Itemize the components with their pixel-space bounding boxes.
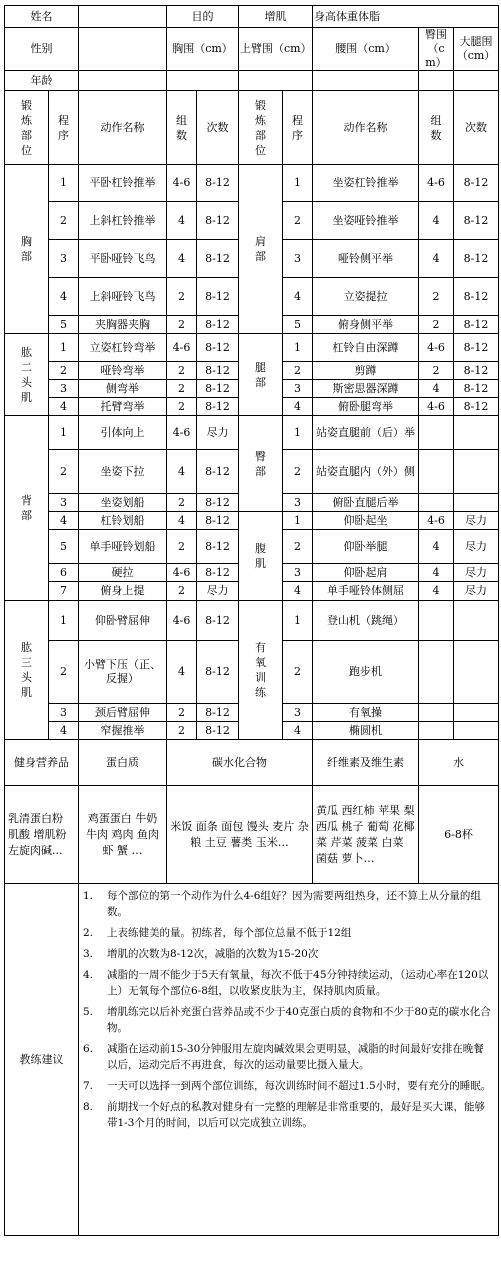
fiber-label: 纤维素及维生素 [313, 740, 419, 786]
left-action-name: 托臂弯举 [79, 398, 167, 416]
advice-item [83, 1041, 494, 1073]
right-action-name: 斯密思器深蹲 [313, 380, 419, 398]
height-weight-label: 身高体重体脂 [313, 6, 499, 28]
advice-item [83, 967, 494, 999]
right-reps: 8-12 [454, 165, 499, 202]
right-sets [419, 722, 454, 740]
right-body-part: 腿 部 [239, 334, 283, 416]
left-sets-header: 组 数 [167, 91, 197, 165]
left-action-name: 夹胸器夹胸 [79, 316, 167, 334]
right-body-part: 臀 部 [239, 416, 283, 512]
left-reps: 8-12 [197, 641, 239, 704]
left-reps: 8-12 [197, 165, 239, 202]
advice-label: 教练建议 [5, 884, 79, 1236]
right-sets: 4 [419, 202, 454, 240]
right-reps: 8-12 [454, 240, 499, 278]
left-sets: 4 [167, 512, 197, 530]
left-sets: 4-6 [167, 601, 197, 641]
chest-label: 胸围（cm） [167, 28, 239, 71]
right-sets: 4 [419, 240, 454, 278]
right-sets: 4-6 [419, 512, 454, 530]
advice-item-text: 增肌练完以后补充蛋白营养品或不少于40克蛋白质的食物和不少于80克的碳水化合物。 [107, 1006, 491, 1034]
right-action-name: 哑铃侧平举 [313, 240, 419, 278]
right-action-name: 俯卧直腿后举 [313, 494, 419, 512]
left-order: 1 [49, 165, 79, 202]
right-body-part: 有 氧 训 练 [239, 601, 283, 740]
left-order: 4 [49, 278, 79, 316]
right-order: 4 [283, 582, 313, 601]
right-reps: 8-12 [454, 398, 499, 416]
left-action-name: 平卧杠铃推举 [79, 165, 167, 202]
right-order: 4 [283, 722, 313, 740]
right-action-name: 剪蹲 [313, 362, 419, 380]
thigh-label: 大腿围（cm） [454, 28, 499, 71]
right-sets: 4 [419, 564, 454, 582]
left-order: 2 [49, 202, 79, 240]
left-sets: 4-6 [167, 564, 197, 582]
left-order: 5 [49, 530, 79, 564]
left-order: 1 [49, 416, 79, 450]
right-sets: 4 [419, 530, 454, 564]
left-action-name: 哑铃弯举 [79, 362, 167, 380]
right-order: 2 [283, 202, 313, 240]
right-reps: 8-12 [454, 278, 499, 316]
right-order: 2 [283, 641, 313, 704]
right-reps [454, 641, 499, 704]
right-action-name: 有氧操 [313, 704, 419, 722]
right-sets [419, 601, 454, 641]
right-order: 1 [283, 334, 313, 362]
left-action-name: 上斜杠铃推举 [79, 202, 167, 240]
advice-item-text: 每个部位的第一个动作为什么4-6组好？因为需要两组热身，还不算上从分量的组数。 [107, 890, 481, 918]
right-reps: 尽力 [454, 564, 499, 582]
left-reps: 尽力 [197, 416, 239, 450]
left-order: 4 [49, 512, 79, 530]
water-label: 水 [419, 740, 499, 786]
right-sets: 4-6 [419, 398, 454, 416]
right-action-name: 跑步机 [313, 641, 419, 704]
right-order: 1 [283, 165, 313, 202]
age-label: 年龄 [5, 71, 79, 91]
left-order: 3 [49, 704, 79, 722]
right-action-name: 立姿提拉 [313, 278, 419, 316]
right-action-name: 坐姿哑铃推举 [313, 202, 419, 240]
advice-item-number: 1. [83, 890, 94, 902]
right-reps [454, 704, 499, 722]
supplements-text: 乳清蛋白粉 肌酸 增肌粉 左旋肉碱... [5, 786, 79, 884]
right-sets [419, 704, 454, 722]
left-reps: 8-12 [197, 494, 239, 512]
right-order: 3 [283, 564, 313, 582]
left-action-name: 杠铃划船 [79, 512, 167, 530]
left-order: 2 [49, 450, 79, 494]
right-body-part: 腹 肌 [239, 512, 283, 601]
right-sets: 2 [419, 316, 454, 334]
right-body-part: 肩 部 [239, 165, 283, 334]
left-sets: 2 [167, 278, 197, 316]
water-amount: 6-8杯 [419, 786, 499, 884]
exercise-row [5, 165, 499, 202]
left-order: 7 [49, 582, 79, 601]
left-sets: 4 [167, 450, 197, 494]
right-reps [454, 601, 499, 641]
right-action-name: 俯身侧平举 [313, 316, 419, 334]
right-reps: 8-12 [454, 202, 499, 240]
thigh-value [454, 71, 499, 91]
advice-item-text: 减脂的一周不能少于5天有氧量，每次不低于45分钟持续运动，（运动心率在120以上）无氧每个部位6-8组，以收紧皮肤为主，保持肌肉质量。 [107, 969, 489, 997]
right-order-header: 程 序 [283, 91, 313, 165]
right-reps: 8-12 [454, 316, 499, 334]
advice-item [83, 1078, 494, 1094]
right-sets: 4-6 [419, 334, 454, 362]
left-order: 5 [49, 316, 79, 334]
left-action-name: 上斜哑铃飞鸟 [79, 278, 167, 316]
right-action-name: 坐姿杠铃推举 [313, 165, 419, 202]
right-order: 4 [283, 278, 313, 316]
upper-arm-label: 上臂围（cm） [239, 28, 313, 71]
advice-item-number: 4. [83, 969, 94, 981]
left-order: 6 [49, 564, 79, 582]
left-action-name: 颈后臂屈伸 [79, 704, 167, 722]
advice-item-text: 前期找一个好点的私教对健身有一完整的理解是非常重要的，最好是买大课，能够带1-3个月的时间，以后可以完成独立训练。 [107, 1101, 485, 1129]
left-order-header: 程 序 [49, 91, 79, 165]
right-action-header: 动作名称 [313, 91, 419, 165]
right-order: 2 [283, 530, 313, 564]
right-reps: 尽力 [454, 512, 499, 530]
goal-value: 增肌 [239, 6, 313, 28]
left-sets: 2 [167, 582, 197, 601]
left-order: 3 [49, 240, 79, 278]
left-reps-header: 次数 [197, 91, 239, 165]
advice-item-text: 增肌的次数为8-12次，减脂的次数为15-20次 [107, 948, 319, 960]
right-order: 3 [283, 704, 313, 722]
left-action-name: 坐姿划船 [79, 494, 167, 512]
left-order: 4 [49, 398, 79, 416]
goal-label: 目的 [167, 6, 239, 28]
left-action-name: 引体向上 [79, 416, 167, 450]
left-action-name: 窄握推举 [79, 722, 167, 740]
left-action-name: 坐姿下拉 [79, 450, 167, 494]
advice-item-number: 6. [83, 1043, 94, 1055]
advice-item [83, 1004, 494, 1036]
right-sets: 2 [419, 362, 454, 380]
left-action-name: 平卧哑铃飞鸟 [79, 240, 167, 278]
left-reps: 8-12 [197, 334, 239, 362]
advice-item-number: 2. [83, 927, 94, 939]
left-reps: 8-12 [197, 450, 239, 494]
right-sets: 2 [419, 278, 454, 316]
waist-label: 腰围（cm） [313, 28, 419, 71]
hip-label: 臀围（cm） [419, 28, 454, 71]
gender-label: 性别 [5, 28, 79, 71]
advice-item [83, 946, 494, 962]
left-part-header: 锻 炼 部 位 [5, 91, 49, 165]
age-value [79, 71, 167, 91]
gender-value [79, 28, 167, 71]
right-order: 2 [283, 450, 313, 494]
right-reps: 8-12 [454, 362, 499, 380]
left-action-name: 仰卧臂屈伸 [79, 601, 167, 641]
left-action-name: 侧弯举 [79, 380, 167, 398]
right-reps: 尽力 [454, 582, 499, 601]
left-body-part: 背 部 [5, 416, 49, 601]
left-order: 4 [49, 722, 79, 740]
left-order: 1 [49, 334, 79, 362]
left-reps: 8-12 [197, 530, 239, 564]
right-reps [454, 416, 499, 450]
advice-item [83, 888, 494, 920]
right-action-name: 椭圆机 [313, 722, 419, 740]
left-sets: 4-6 [167, 334, 197, 362]
nutrition-label: 健身营养品 [5, 740, 79, 786]
right-order: 3 [283, 240, 313, 278]
left-action-name: 立姿杠铃弯举 [79, 334, 167, 362]
right-reps: 8-12 [454, 380, 499, 398]
fiber-foods-text: 黄瓜 西红柿 苹果 梨 西瓜 桃子 葡萄 花椰菜 芹菜 菠菜 白菜 菌菇 萝卜… [313, 786, 419, 884]
left-body-part: 肱 三 头 肌 [5, 601, 49, 740]
advice-item-text: 减脂在运动前15-30分钟服用左旋肉碱效果会更明显，减脂的时间最好安排在晚餐以后，运动完后不再进食，每次的运动量要比摄入量大。 [107, 1043, 484, 1071]
left-action-name: 俯身上提 [79, 582, 167, 601]
right-reps [454, 450, 499, 494]
chest-value [167, 71, 239, 91]
name-label: 姓名 [5, 6, 79, 28]
right-sets [419, 450, 454, 494]
left-action-name: 单手哑铃划船 [79, 530, 167, 564]
left-order: 2 [49, 641, 79, 704]
left-reps: 尽力 [197, 582, 239, 601]
exercise-row [5, 512, 499, 530]
left-reps: 8-12 [197, 240, 239, 278]
left-reps: 8-12 [197, 601, 239, 641]
right-sets [419, 494, 454, 512]
exercise-row [5, 601, 499, 641]
protein-label: 蛋白质 [79, 740, 167, 786]
left-sets: 4 [167, 202, 197, 240]
right-action-name: 杠铃自由深蹲 [313, 334, 419, 362]
exercise-row [5, 416, 499, 450]
right-action-name: 仰卧起坐 [313, 512, 419, 530]
left-order: 2 [49, 362, 79, 380]
right-action-name: 站姿直腿前（后）举 [313, 416, 419, 450]
right-part-header: 锻 炼 部 位 [239, 91, 283, 165]
right-reps: 尽力 [454, 530, 499, 564]
left-sets: 4 [167, 641, 197, 704]
advice-item-number: 3. [83, 948, 94, 960]
right-order: 4 [283, 398, 313, 416]
right-order: 1 [283, 416, 313, 450]
right-action-name: 单手哑铃体侧屈 [313, 582, 419, 601]
left-sets: 2 [167, 316, 197, 334]
advice-item-number: 5. [83, 1006, 94, 1018]
protein-foods-text: 鸡蛋蛋白 牛奶 牛肉 鸡肉 鱼肉 虾 蟹 … [79, 786, 167, 884]
right-order: 1 [283, 512, 313, 530]
fitness-plan-table [4, 5, 499, 1236]
carbs-label: 碳水化合物 [167, 740, 313, 786]
right-reps-header: 次数 [454, 91, 499, 165]
left-reps: 8-12 [197, 722, 239, 740]
left-order: 1 [49, 601, 79, 641]
right-action-name: 登山机（跳绳） [313, 601, 419, 641]
right-order: 2 [283, 362, 313, 380]
right-action-name: 仰卧举腿 [313, 530, 419, 564]
left-reps: 8-12 [197, 316, 239, 334]
upper-arm-value [239, 71, 313, 91]
left-reps: 8-12 [197, 398, 239, 416]
advice-item [83, 925, 494, 941]
left-sets: 2 [167, 362, 197, 380]
advice-list [79, 884, 499, 1236]
carbs-foods-text: 米饭 面条 面包 馒头 麦片 杂粮 土豆 薯类 玉米… [167, 786, 313, 884]
advice-item [83, 1099, 494, 1131]
advice-item-text: 一天可以选择一到两个部位训练，每次训练时间不超过1.5小时，要有充分的睡眠。 [107, 1080, 492, 1092]
exercise-row [5, 334, 499, 362]
right-order: 3 [283, 494, 313, 512]
left-sets: 2 [167, 530, 197, 564]
left-reps: 8-12 [197, 564, 239, 582]
right-order: 1 [283, 601, 313, 641]
right-sets: 4 [419, 582, 454, 601]
advice-item-number: 8. [83, 1101, 94, 1113]
right-action-name: 俯卧腿弯举 [313, 398, 419, 416]
left-sets: 2 [167, 722, 197, 740]
right-sets [419, 416, 454, 450]
left-reps: 8-12 [197, 202, 239, 240]
left-reps: 8-12 [197, 362, 239, 380]
name-value [79, 6, 167, 28]
advice-item-number: 7. [83, 1080, 94, 1092]
advice-item-text: 上表练健美的量。初练者，每个部位总量不低于12组 [107, 927, 352, 939]
left-action-header: 动作名称 [79, 91, 167, 165]
right-reps [454, 494, 499, 512]
left-sets: 2 [167, 380, 197, 398]
left-sets: 2 [167, 494, 197, 512]
right-sets [419, 641, 454, 704]
left-body-part: 胸 部 [5, 165, 49, 334]
right-action-name: 站姿直腿内（外）侧 [313, 450, 419, 494]
left-reps: 8-12 [197, 512, 239, 530]
left-sets: 4-6 [167, 165, 197, 202]
right-action-name: 仰卧起肩 [313, 564, 419, 582]
left-sets: 2 [167, 398, 197, 416]
right-sets: 4 [419, 380, 454, 398]
left-reps: 8-12 [197, 278, 239, 316]
left-reps: 8-12 [197, 380, 239, 398]
right-sets-header: 组 数 [419, 91, 454, 165]
left-body-part: 肱 二 头 肌 [5, 334, 49, 416]
left-sets: 2 [167, 704, 197, 722]
right-sets: 4-6 [419, 165, 454, 202]
left-order: 3 [49, 380, 79, 398]
waist-value [313, 71, 419, 91]
right-reps: 8-12 [454, 334, 499, 362]
left-action-name: 硬拉 [79, 564, 167, 582]
right-order: 3 [283, 380, 313, 398]
left-order: 3 [49, 494, 79, 512]
left-action-name: 小臂下压（正、反握） [79, 641, 167, 704]
right-order: 5 [283, 316, 313, 334]
right-reps [454, 722, 499, 740]
left-sets: 4 [167, 240, 197, 278]
left-sets: 4-6 [167, 416, 197, 450]
left-reps: 8-12 [197, 704, 239, 722]
hip-value [419, 71, 454, 91]
